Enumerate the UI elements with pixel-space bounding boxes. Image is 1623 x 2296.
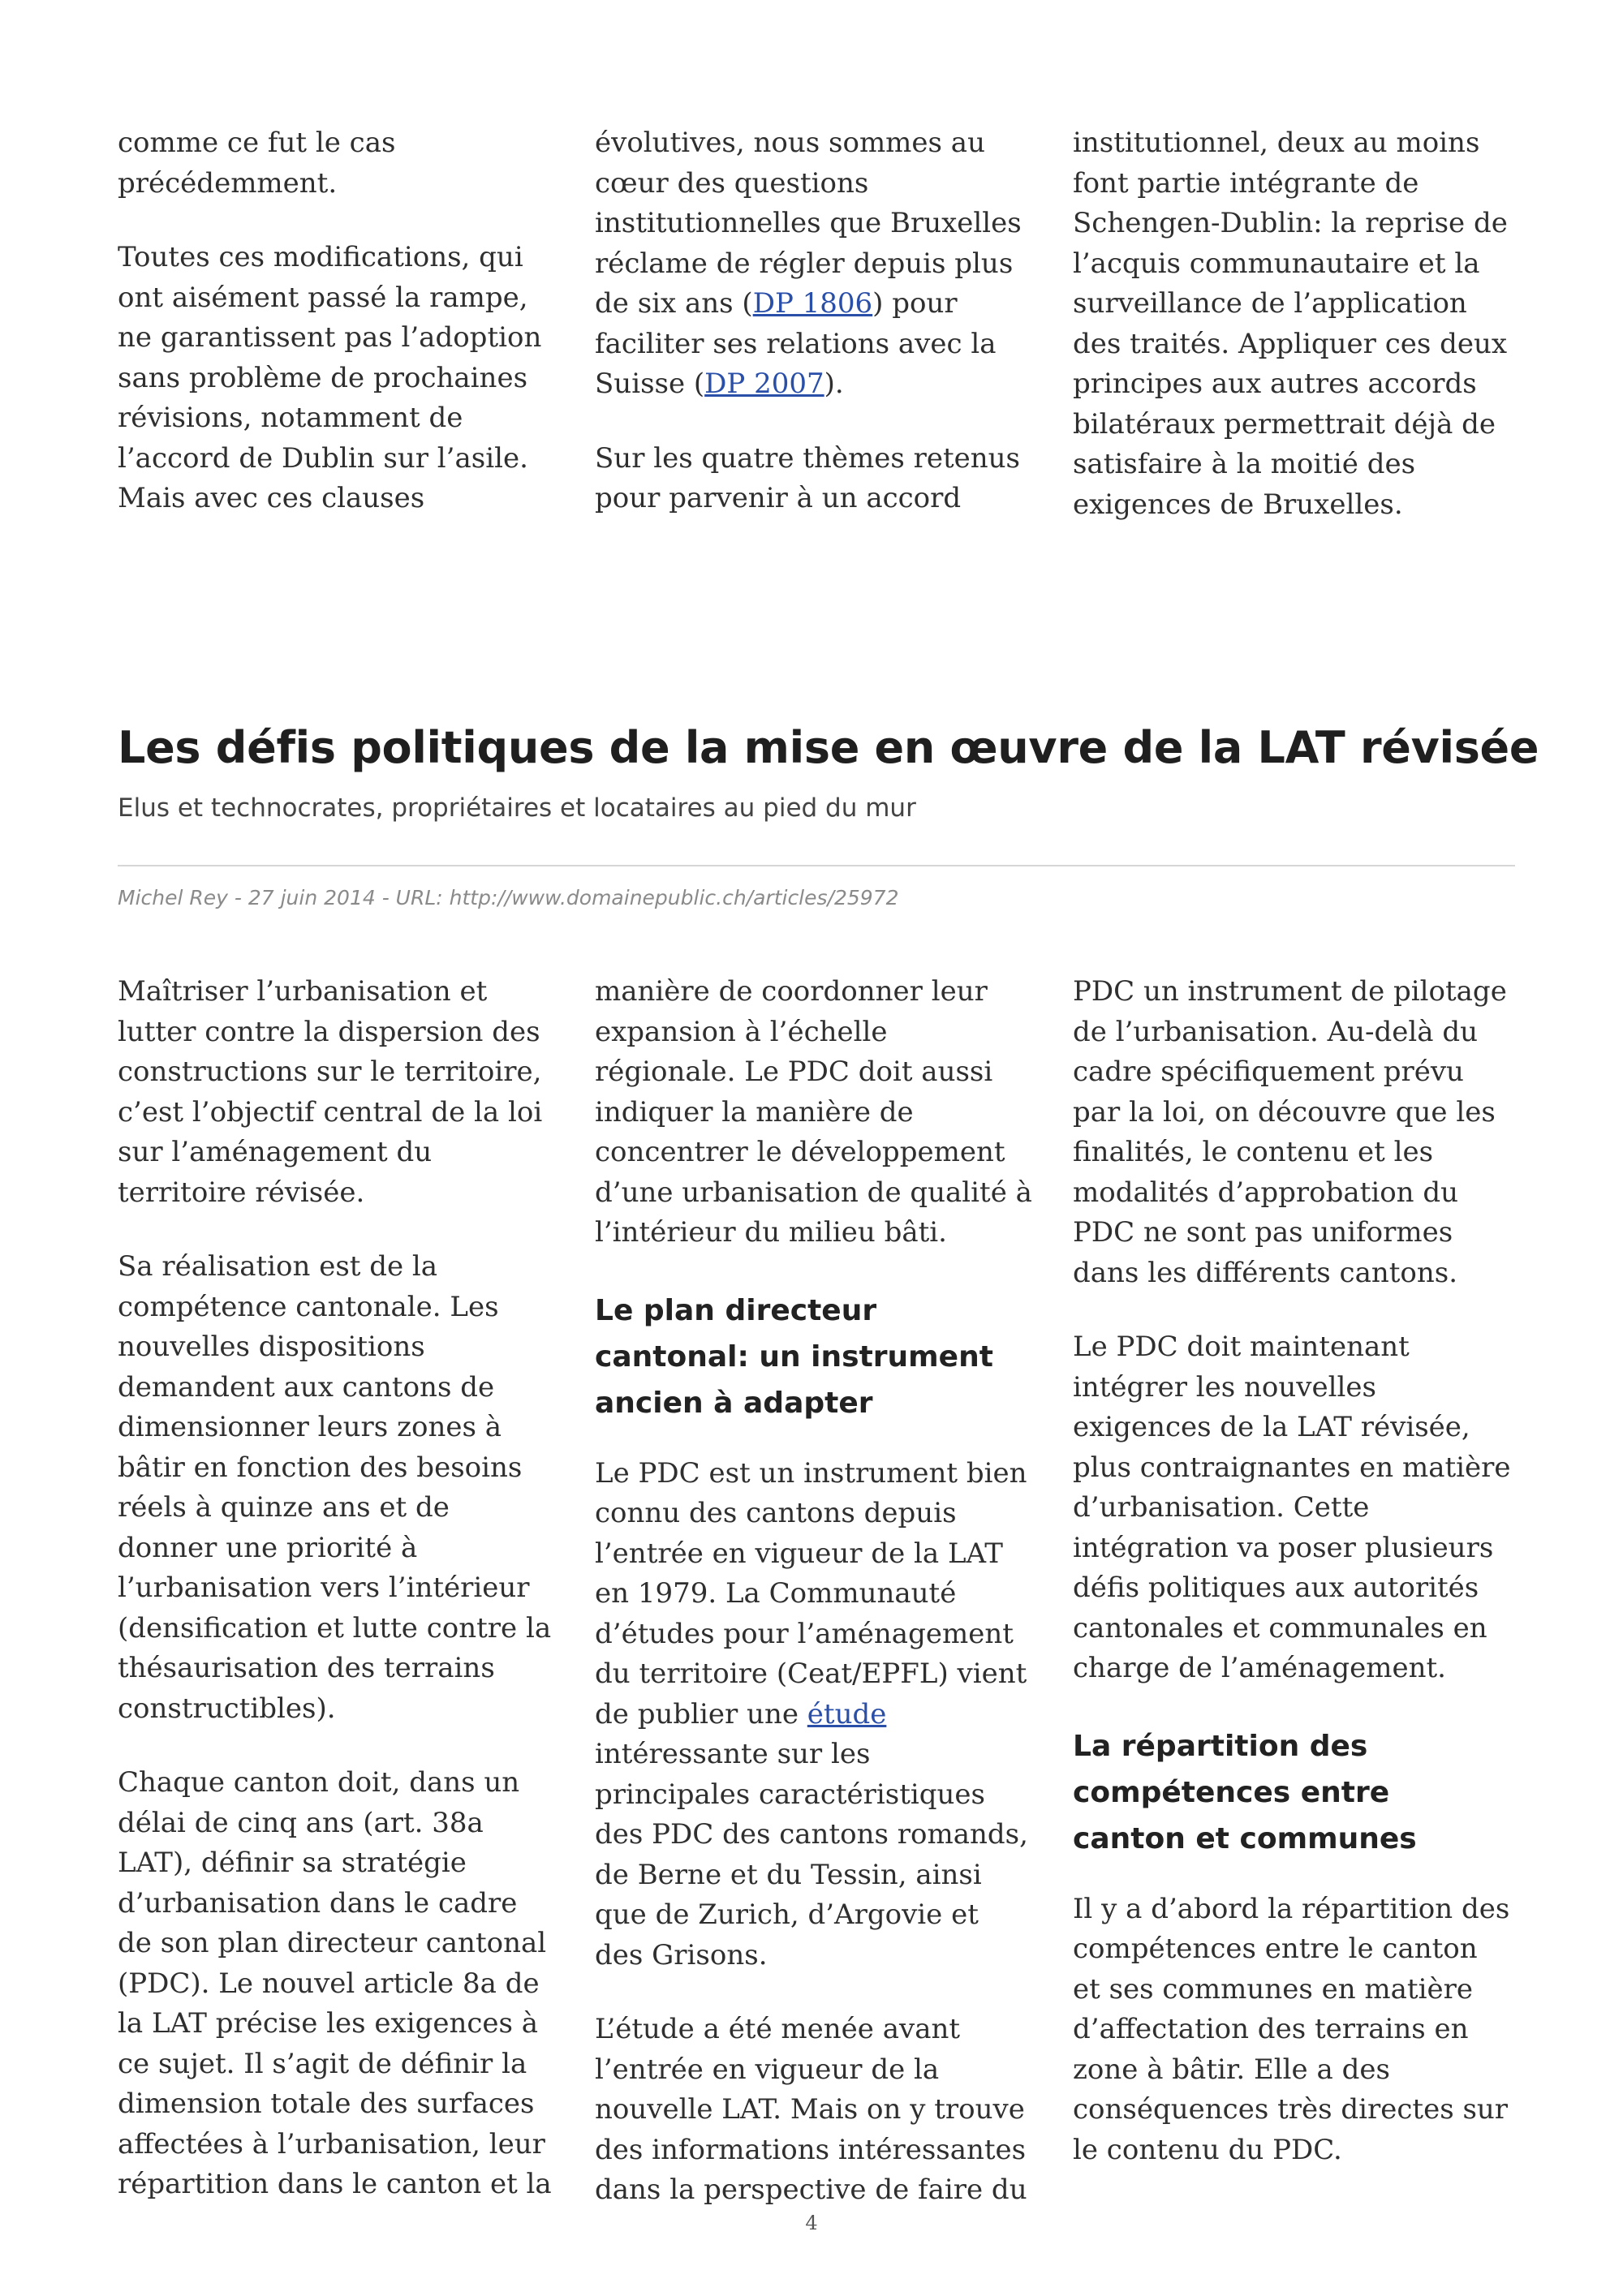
divider [118,865,1515,866]
section-heading: Le plan directeur cantonal: un instrument ancien à adapter [595,1293,993,1420]
article-column-2 [595,972,1033,2211]
link-etude[interactable]: étude [807,1697,887,1731]
paragraph: manière de coordonner leur expansion à l’échelle régionale. Le PDC doit aussi indiquer la manière de concentrer le développement d’une urbanisation de qualité à l’intérieur du milieu bâti. [595,975,1032,1249]
article-meta: Michel Rey - 27 juin 2014 - URL: http://www.domainepublic.ch/articles/25972 [118,886,899,909]
link-dp-1806[interactable]: DP 1806 [752,287,873,320]
top-column-1 [118,123,556,519]
paragraph: Chaque canton doit, dans un délai de cinq ans (art. 38a LAT), définir sa stratégie d’urbanisation dans le cadre de son plan directeur cantonal (PDC). Le nouvel article 8a de la LAT précise les exigences à ce sujet. Il s’agit de définir la dimension totale des surfaces affectées à l’urbanisation, leur répartition dans le canton et la [118,1766,552,2200]
paragraph: Il y a d’abord la répartition des compétences entre le canton et ses communes en matière d’affectation des terrains en zone à bâtir. Elle a des conséquences très directes sur le contenu du PDC. [1073,1892,1510,2166]
top-column-2 [595,123,1033,519]
text-span: ). [824,368,844,400]
text-span: Le PDC est un instrument bien connu des cantons depuis l’entrée en vigueur de la LAT en 1979. La Communauté d’études pour l’aménagement du territoire (Ceat/EPFL) vient de publier une [595,1456,1027,1731]
text-span: évolutives, nous sommes au cœur des questions institutionnelles que Bruxelles réclame de régler depuis plus de six ans ( [595,127,1022,320]
text-span: intéressante sur les principales caractéristiques des PDC des cantons romands, de Berne et du Tessin, ainsi que de Zurich, d’Argovie et des Grisons. [595,1738,1028,1971]
paragraph: Le PDC doit maintenant intégrer les nouvelles exigences de la LAT révisée, plus contraignantes en matière d’urbanisation. Cette intégration va poser plusieurs défis politiques aux autorités cantonales et communales en charge de l’aménagement. [1073,1331,1511,1684]
paragraph: Toutes ces modifications, qui ont aisément passé la rampe, ne garantissent pas l’adoption sans problème de prochaines révisions, notamment de l’accord de Dublin sur l’asile. Mais avec ces clauses [118,241,542,514]
paragraph [595,123,1033,405]
text-span: ) pour faciliter ses relations avec la Suisse ( [595,287,997,400]
paragraph: L’étude a été menée avant l’entrée en vigueur de la nouvelle LAT. Mais on y trouve des informations intéressantes dans la perspective de faire du [595,2013,1027,2206]
paragraph: institutionnel, deux au moins font partie intégrante de Schengen-Dublin: la reprise de l’acquis communautaire et la surveillance de l’application des traités. Appliquer ces deux principes aux autres accords bilatéraux permettrait déjà de satisfaire à la moitié des exigences de Bruxelles. [1073,127,1508,521]
article-title: Les défis politiques de la mise en œuvre de la LAT révisée [118,722,1539,773]
paragraph: comme ce fut le cas précédemment. [118,127,396,200]
section-heading: La répartition des compétences entre canton et communes [1073,1729,1417,1855]
paragraph: Sur les quatre thèmes retenus pour parvenir à un accord [595,441,1020,514]
paragraph: PDC un instrument de pilotage de l’urbanisation. Au-delà du cadre spécifiquement prévu par la loi, on découvre que les finalités, le contenu et les modalités d’approbation du PDC ne sont pas uniformes dans les différents cantons. [1073,975,1507,1289]
page-number: 4 [805,2212,818,2234]
paragraph: Maîtriser l’urbanisation et lutter contre la dispersion des constructions sur le territoire, c’est l’objectif central de la loi sur l’aménagement du territoire révisée. [118,975,543,1209]
article-column-1 [118,972,556,2205]
paragraph [595,1454,1033,1976]
paragraph: Sa réalisation est de la compétence cantonale. Les nouvelles dispositions demandent aux cantons de dimensionner leurs zones à bâtir en fonction des besoins réels à quinze ans et de donner une priorité à l’urbanisation vers l’intérieur (densification et lutte contre la thésaurisation des terrains constructibles). [118,1250,552,1725]
article-subtitle: Elus et technocrates, propriétaires et locataires au pied du mur [118,793,916,823]
top-column-3 [1073,123,1511,525]
link-dp-2007[interactable]: DP 2007 [704,368,824,400]
article-column-3 [1073,972,1511,2170]
